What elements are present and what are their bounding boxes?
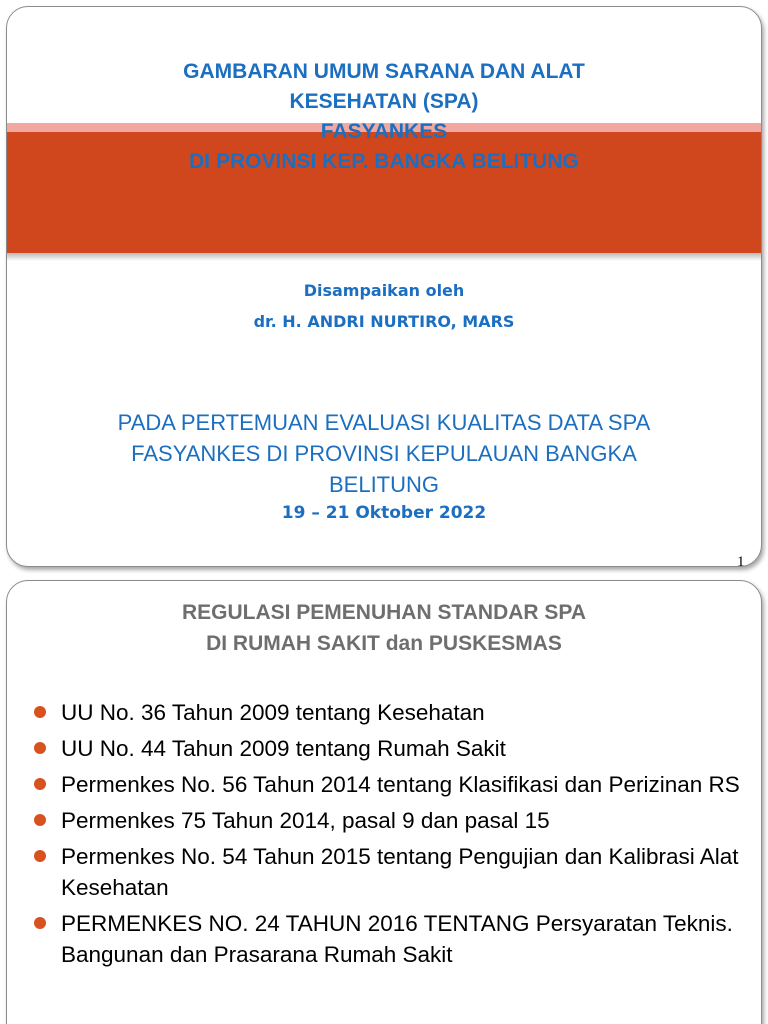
title-line: GAMBARAN UMUM SARANA DAN ALAT [183,60,585,83]
event-line: FASYANKES DI PROVINSI KEPULAUAN BANGKA [131,441,637,466]
title-line: REGULASI PEMENUHAN STANDAR SPA [181,601,587,624]
title-slide [6,6,762,567]
slide-title [7,57,761,177]
regulation-list [29,697,743,975]
event-date: 19 – 21 Oktober 2022 [281,503,487,523]
bullet-dot-icon [34,742,46,754]
band-shadow [7,253,761,261]
event-line: BELITUNG [328,472,440,497]
bullet-dot-icon [34,814,46,826]
title-line: DI PROVINSI KEP. BANGKA BELITUNG [189,150,579,173]
presenter-name: dr. H. ANDRI NURTIRO, MARS [253,312,515,331]
regulation-slide [6,580,762,1024]
list-item-text: UU No. 36 Tahun 2009 tentang Kesehatan [61,700,485,725]
presenter-block [7,275,761,337]
list-item [29,769,743,800]
bullet-dot-icon [34,706,46,718]
title-line: FASYANKES [320,120,448,143]
bullet-dot-icon [34,917,46,929]
bullet-dot-icon [34,778,46,790]
event-line: PADA PERTEMUAN EVALUASI KUALITAS DATA SPA [117,410,651,435]
list-item [29,908,743,970]
list-item [29,697,743,728]
list-item [29,733,743,764]
list-item-text: Permenkes No. 54 Tahun 2015 tentang Pengujian dan Kalibrasi Alat Kesehatan [61,844,739,900]
list-item [29,841,743,903]
list-item-text: PERMENKES NO. 24 TAHUN 2016 TENTANG Persyaratan Teknis. Bangunan dan Prasarana Rumah Sakit [61,911,733,967]
list-item [29,805,743,836]
slide-title [7,597,761,659]
event-description [7,407,761,500]
slide-number: 1 [737,554,745,570]
presenter-intro: Disampaikan oleh [303,281,465,300]
list-item-text: Permenkes No. 56 Tahun 2014 tentang Klasifikasi dan Perizinan RS [61,772,740,797]
title-line: DI RUMAH SAKIT dan PUSKESMAS [206,632,562,655]
list-item-text: UU No. 44 Tahun 2009 tentang Rumah Sakit [61,736,506,761]
title-line: KESEHATAN (SPA) [289,90,479,113]
list-item-text: Permenkes 75 Tahun 2014, pasal 9 dan pasal 15 [61,808,550,833]
bullet-dot-icon [34,850,46,862]
